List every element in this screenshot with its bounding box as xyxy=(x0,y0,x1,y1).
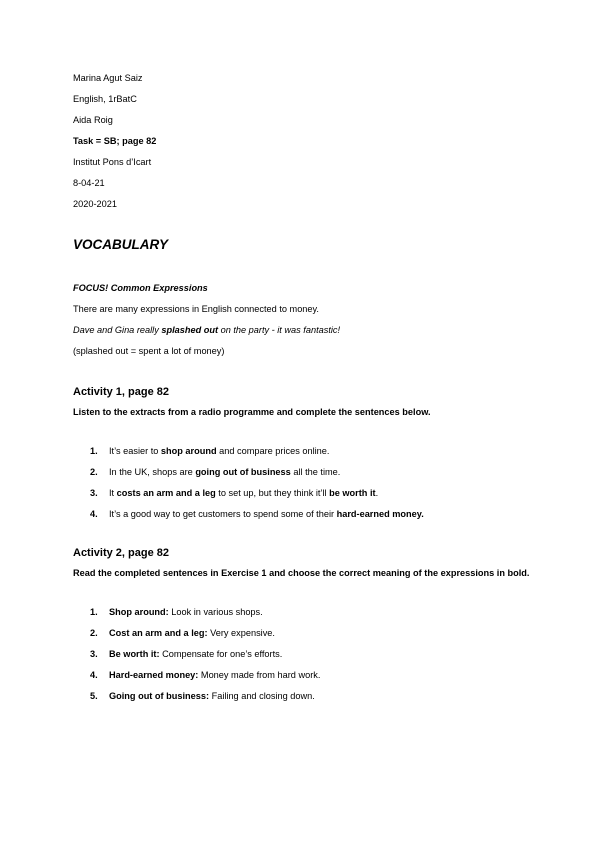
item-expression: costs an arm and a leg xyxy=(116,488,216,498)
item-text: to set up, but they think it’ll xyxy=(215,488,330,498)
item-number: 4. xyxy=(90,670,98,680)
item-expression: going out of business xyxy=(195,467,291,477)
example-before: Dave and Gina really xyxy=(73,325,162,335)
activity2-item xyxy=(73,686,533,707)
item-expression: be worth it xyxy=(329,488,376,498)
activity2-instruction: Read the completed sentences in Exercise 1 and choose the correct meaning of the expressions in bold. xyxy=(73,568,530,578)
activity2-item xyxy=(73,602,533,623)
teacher-name: Aida Roig xyxy=(73,115,113,125)
activity2-item xyxy=(73,644,533,665)
activity1-item xyxy=(73,504,533,525)
item-number: 2. xyxy=(90,628,98,638)
activity1-item xyxy=(73,462,533,483)
item-meaning: Money made from hard work. xyxy=(198,670,321,680)
item-text: In the UK, shops are xyxy=(109,467,196,477)
class-name: English, 1rBatC xyxy=(73,94,137,104)
activity2-heading: Activity 2, page 82 xyxy=(73,547,169,559)
school-name: Institut Pons d’Icart xyxy=(73,157,152,167)
activity1-item xyxy=(73,483,533,504)
item-expression: hard-earned money. xyxy=(336,509,424,519)
activity1-heading: Activity 1, page 82 xyxy=(73,386,169,398)
item-number: 2. xyxy=(90,467,98,477)
focus-intro: There are many expressions in English connected to money. xyxy=(73,304,319,314)
header-block xyxy=(73,68,533,215)
item-meaning: Very expensive. xyxy=(207,628,275,638)
item-text: . xyxy=(375,488,379,498)
focus-title: Common Expressions xyxy=(108,283,208,293)
item-number: 5. xyxy=(90,691,98,701)
date-line: 8-04-21 xyxy=(73,178,105,188)
document-content xyxy=(73,68,533,707)
item-text: It’s a good way to get customers to spend some of their xyxy=(109,509,337,519)
item-term: Hard-earned money: xyxy=(109,670,199,680)
activity1-instruction: Listen to the extracts from a radio programme and complete the sentences below. xyxy=(73,407,431,417)
item-number: 4. xyxy=(90,509,98,519)
activity1-item xyxy=(73,441,533,462)
item-number: 3. xyxy=(90,649,98,659)
activity2-item xyxy=(73,665,533,686)
item-number: 1. xyxy=(90,446,98,456)
vocabulary-heading: VOCABULARY xyxy=(73,237,169,252)
example-after: on the party - it was fantastic! xyxy=(218,325,341,335)
example-bold: splashed out xyxy=(161,325,219,335)
activity2-item xyxy=(73,623,533,644)
item-text: It xyxy=(109,488,117,498)
school-year: 2020-2021 xyxy=(73,199,117,209)
item-term: Be worth it: xyxy=(109,649,160,659)
item-term: Cost an arm and a leg: xyxy=(109,628,208,638)
focus-heading xyxy=(73,278,533,299)
activity1-list xyxy=(73,441,533,525)
activity2-list xyxy=(73,602,533,707)
focus-label: FOCUS! xyxy=(73,283,109,293)
item-text: It’s easier to xyxy=(109,446,161,456)
item-expression: shop around xyxy=(160,446,217,456)
item-meaning: Compensate for one’s efforts. xyxy=(159,649,283,659)
item-meaning: Look in various shops. xyxy=(168,607,263,617)
item-number: 1. xyxy=(90,607,98,617)
item-number: 3. xyxy=(90,488,98,498)
item-text: all the time. xyxy=(290,467,341,477)
item-term: Shop around: xyxy=(109,607,169,617)
student-name: Marina Agut Saiz xyxy=(73,73,143,83)
focus-example xyxy=(73,320,533,341)
item-text: and compare prices online. xyxy=(216,446,330,456)
focus-definition: (splashed out = spent a lot of money) xyxy=(73,346,225,356)
item-meaning: Failing and closing down. xyxy=(209,691,315,701)
task-line: Task = SB; page 82 xyxy=(73,136,157,146)
item-term: Going out of business: xyxy=(109,691,210,701)
